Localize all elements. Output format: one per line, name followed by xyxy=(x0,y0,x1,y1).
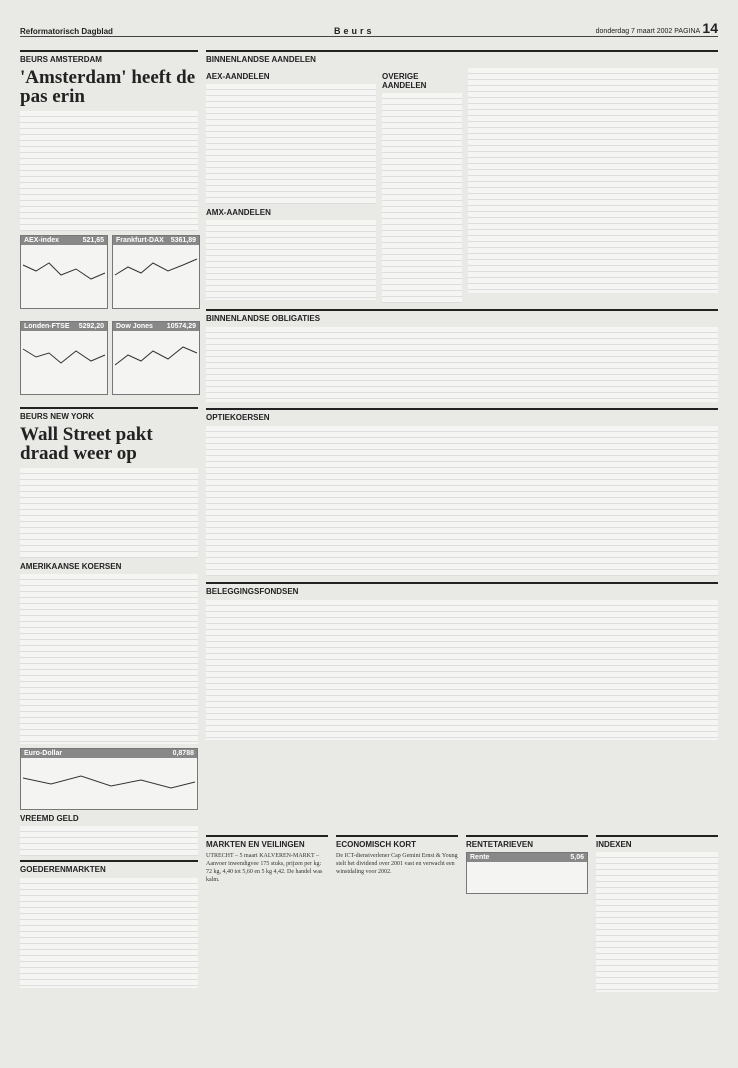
beleggingsfondsen-table xyxy=(206,600,718,740)
optiekoersen-table xyxy=(206,426,718,576)
goederenmarkten-table xyxy=(20,878,198,988)
chart-value: 10574,29 xyxy=(166,323,196,330)
dow-chart xyxy=(112,321,200,395)
page-header xyxy=(20,16,718,37)
ftse-line xyxy=(21,331,107,387)
left-column xyxy=(20,50,198,988)
bottom-row xyxy=(206,835,718,992)
right-column xyxy=(206,50,718,740)
overige-table-label: OVERIGE AANDELEN xyxy=(382,72,427,90)
page-number: 14 xyxy=(702,20,718,36)
chart-name: Rente xyxy=(470,854,490,861)
optiekoersen-section-label: OPTIEKOERSEN xyxy=(206,408,718,422)
kort-text: De ICT-dienstverlener Cap Gemini Ernst & Young stelt het dividend over 2001 vast en verwacht een winstdaling voor 2002. xyxy=(336,853,458,875)
newspaper-brand: Reformatorisch Dagblad xyxy=(20,27,113,36)
date-line: donderdag 7 maart 2002 PAGINA xyxy=(595,28,701,35)
overige-table-cont xyxy=(468,68,718,293)
amerikaanse-koersen-table xyxy=(20,574,198,744)
markten-block xyxy=(206,835,328,992)
newyork-headline: Wall Street pakt draad weer op xyxy=(20,424,153,464)
markten-title: MARKTEN EN VEILINGEN xyxy=(206,840,305,849)
index-charts xyxy=(20,231,198,399)
newyork-article-text xyxy=(20,468,198,558)
overige-table xyxy=(382,93,462,303)
amx-table xyxy=(206,220,376,300)
eurodollar-chart xyxy=(20,748,198,810)
eurodollar-line xyxy=(21,758,197,802)
dax-chart xyxy=(112,235,200,309)
kort-block xyxy=(336,835,458,992)
chart-value: 521,65 xyxy=(82,237,104,244)
vreemd-geld-table xyxy=(20,826,198,856)
goederenmarkten-label: GOEDERENMARKTEN xyxy=(20,860,198,874)
amx-table-label: AMX-AANDELEN xyxy=(206,208,271,217)
aex-table xyxy=(206,84,376,204)
amsterdam-headline: 'Amsterdam' heeft de pas erin xyxy=(20,67,196,107)
newyork-section-label: BEURS NEW YORK xyxy=(20,407,198,421)
amerikaanse-koersen-label: AMERIKAANSE KOERSEN xyxy=(20,562,122,571)
amsterdam-section-label: BEURS AMSTERDAM xyxy=(20,50,198,64)
aex-chart xyxy=(20,235,108,309)
indexen-table xyxy=(596,852,718,992)
rente-title: RENTETARIEVEN xyxy=(466,840,533,849)
obligaties-section-label: BINNENLANDSE OBLIGATIES xyxy=(206,309,718,323)
section-title: Beurs xyxy=(334,26,375,36)
date-block xyxy=(596,20,718,36)
chart-name: Euro-Dollar xyxy=(24,750,63,757)
beleggingsfondsen-section-label: BELEGGINGSFONDSEN xyxy=(206,582,718,596)
chart-value: 5292,20 xyxy=(78,323,104,330)
aandelen-grid xyxy=(206,68,718,303)
kort-title: ECONOMISCH KORT xyxy=(336,840,416,849)
chart-name: AEX-index xyxy=(24,237,60,244)
aex-line xyxy=(21,245,107,301)
rente-chart xyxy=(466,852,588,894)
chart-value: 0,8788 xyxy=(172,750,194,757)
chart-name: Londen-FTSE xyxy=(24,323,70,330)
vreemd-geld-label: VREEMD GELD xyxy=(20,814,79,823)
chart-value: 5,06 xyxy=(570,854,584,861)
aandelen-section-label: BINNENLANDSE AANDELEN xyxy=(206,50,718,64)
amsterdam-article-text xyxy=(20,111,198,231)
dax-line xyxy=(113,245,199,301)
dow-line xyxy=(113,331,199,387)
markten-text: UTRECHT – 5 maart KALVEREN-MARKT – Aanvoer inwendigvee 175 stuks, prijzen per kg: 72 kg, 4,40 tot 5,60 en 5 kg 4,42. De handel was kalm. xyxy=(206,853,323,883)
chart-value: 5361,89 xyxy=(170,237,196,244)
ftse-chart xyxy=(20,321,108,395)
indexen-block xyxy=(596,835,718,992)
aex-table-label: AEX-AANDELEN xyxy=(206,72,270,81)
chart-name: Dow Jones xyxy=(116,323,153,330)
indexen-title: INDEXEN xyxy=(596,840,632,849)
obligaties-table xyxy=(206,327,718,402)
chart-name: Frankfurt-DAX xyxy=(116,237,164,244)
rente-block xyxy=(466,835,588,992)
